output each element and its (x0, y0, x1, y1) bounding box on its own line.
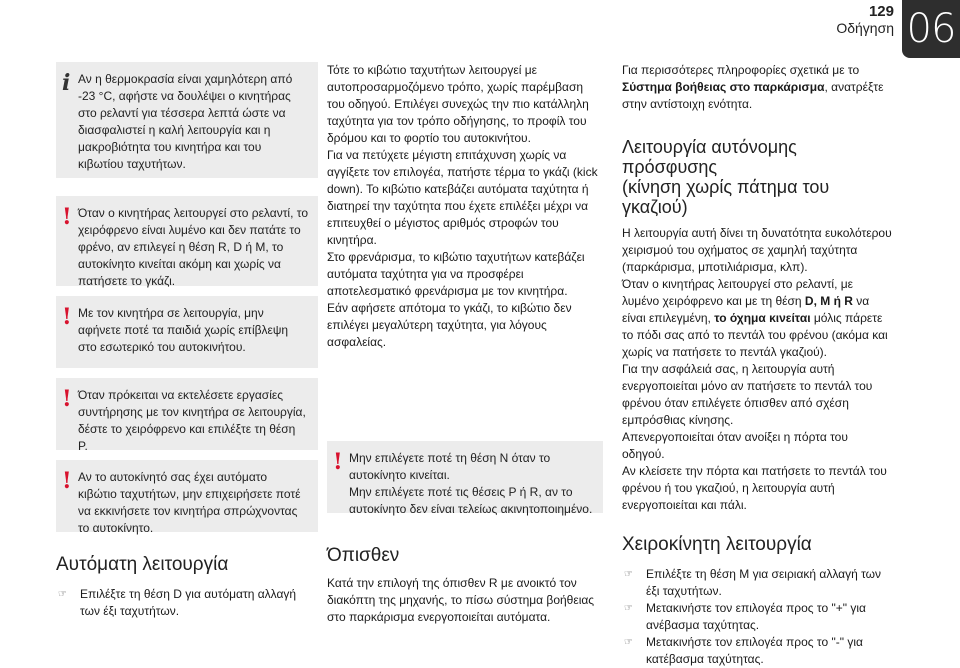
text-bold: Σύστημα βοήθειας στο παρκάρισμα (622, 80, 825, 94)
note-text: Αν η θερμοκρασία είναι χαμηλότερη από -23 °C, αφήστε να δουλέψει ο κινητήρας στο ρελαντί για τέσσερα λεπτά ώστε να διασφαλιστεί η καλή λειτουργία και η μακροβιότητα του κινητήρα και του κιβωτίου ταχυτήτων. (78, 72, 293, 171)
bullet-text: Μετακινήστε τον επιλογέα προς το "-" για κατέβασμα ταχύτητας. (646, 635, 863, 666)
section-heading-creep (622, 137, 892, 217)
warning-note (56, 460, 318, 535)
section-heading-manual: Χειροκίνητη λειτουργία (622, 534, 812, 555)
paragraph (622, 62, 892, 113)
bullet-text: Μετακινήστε τον επιλογέα προς το "+" για ανέβασμα ταχύτητας. (646, 601, 866, 632)
section-heading-reverse: Όπισθεν (327, 545, 400, 566)
text-span: μόλις πάρετε το πόδι σας από το πεντάλ του φρένου (ακόμα και χωρίς να πατήσετε το πεντάλ γκαζιού). (622, 311, 888, 359)
warning-note (56, 378, 318, 453)
warning-note (56, 196, 318, 286)
warning-note (327, 441, 603, 516)
warning-icon: ! (62, 386, 72, 412)
paragraph: Για την ασφάλειά σας, η λειτουργία αυτή ενεργοποιείται μόνο αν πατήσετε το πεντάλ του φρένου όταν επιλέγετε όπισθεν από σχέση εμπρόσθιας κίνησης. (622, 362, 873, 427)
paragraph: Αν κλείσετε την πόρτα και πατήσετε το πεντάλ του φρένου ή του γκαζιού, η λειτουργία αυτή ενεργοποιείται και πάλι. (622, 464, 887, 512)
bullet-text: Επιλέξτε τη θέση D για αυτόματη αλλαγή των έξι ταχυτήτων. (80, 587, 297, 618)
text-span: Όταν ο κινητήρας λειτουργεί στο ρελαντί, με λυμένο χειρόφρενο και με τη θέση (622, 277, 854, 308)
section-heading-automatic: Αυτόματη λειτουργία (56, 554, 229, 575)
paragraph: Η λειτουργία αυτή δίνει τη δυνατότητα ευκολότερου χειρισμού του οχήματος σε χαμηλή ταχύτητα (παρκάρισμα, μποτιλιάρισμα, κλπ). (622, 226, 892, 274)
page-header (836, 4, 894, 36)
text-bold: το όχημα κινείται (714, 311, 811, 325)
paragraph: Απενεργοποιείται όταν ανοίξει η πόρτα του οδηγού. (622, 430, 848, 461)
note-text: Με τον κινητήρα σε λειτουργία, μην αφήνετε ποτέ τα παιδιά χωρίς επίβλεψη στο εσωτερικό του αυτοκινήτου. (78, 306, 289, 354)
paragraph: Εάν αφήσετε απότομα το γκάζι, το κιβώτιο δεν επιλέγει μεγαλύτερη ταχύτητα, για λόγους ασφαλείας. (327, 301, 572, 349)
bullet-item (622, 634, 892, 668)
heading-line: (κίνηση χωρίς πάτημα του γκαζιού) (622, 177, 830, 217)
info-icon: i (62, 70, 71, 96)
heading-line: Λειτουργία αυτόνομης πρόσφυσης (622, 137, 797, 177)
bullet-item (622, 600, 892, 634)
pointing-hand-icon: ☞ (58, 589, 67, 600)
note-text: Αν το αυτοκίνητό σας έχει αυτόματο κιβώτιο ταχυτήτων, μην επιχειρήσετε ποτέ να εκκινήσετε τον κινητήρα σπρώχνοντας το αυτοκίνητο. (78, 470, 301, 535)
note-text: Όταν πρόκειται να εκτελέσετε εργασίες συντήρησης με τον κινητήρα σε λειτουργία, δέστε το χειρόφρενο και επιλέξτε τη θέση P. (78, 388, 306, 453)
info-note (56, 62, 318, 178)
warning-note (56, 296, 318, 368)
note-text: Όταν ο κινητήρας λειτουργεί στο ρελαντί, το χειρόφρενο είναι λυμένο και δεν πατάτε το φρένο, αν επιλεγεί η θέση R, D ή M, το αυτοκίνητο κινείται ακόμη και χωρίς να πατήσετε το γκάζι. (78, 206, 309, 288)
section-name: Οδήγηση (836, 20, 894, 36)
bullet-item (622, 566, 892, 600)
pointing-hand-icon: ☞ (624, 637, 633, 648)
text-span: Για περισσότερες πληροφορίες σχετικά με το (622, 63, 860, 77)
page-number: 129 (868, 3, 894, 20)
text-span: να είναι επιλεγμένη, (622, 294, 870, 325)
paragraph: Για να πετύχετε μέγιστη επιτάχυνση χωρίς να αγγίξετε τον επιλογέα, πατήστε τέρμα το γκάζι (kick down). Το κιβώτιο κατεβάζει αυτόματα ταχύτητα ή διατηρεί την ταχύτητα που έχετε επιλέξει μέχρι να επιτευχθεί ο μέγιστος αριθμός στροφών του κινητήρα. (327, 148, 598, 247)
warning-icon: ! (62, 304, 72, 330)
bullet-text: Επιλέξτε τη θέση M για σειριακή αλλαγή των έξι ταχυτήτων. (646, 567, 882, 598)
paragraph: Στο φρενάρισμα, το κιβώτιο ταχυτήτων κατεβάζει αυτόματα ταχύτητα για να προσφέρει αποτελεσματικό φρενάρισμα με τον κινητήρα. (327, 250, 585, 298)
text-bold: D, M ή R (804, 294, 853, 308)
column-middle (327, 62, 603, 626)
pointing-hand-icon: ☞ (624, 603, 633, 614)
paragraph: Τότε το κιβώτιο ταχυτήτων λειτουργεί με αυτοπροσαρμοζόμενο τρόπο, χωρίς παρέμβαση του οδηγού. Επιλέγει συνεχώς την πιο κατάλληλη ταχύτητα για τον τρόπο οδήγησης, το προφίλ του δρόμου και το φορτίο του αυτοκινήτου. (327, 63, 589, 145)
text-span: , ανατρέξτε στην αντίστοιχη ενότητα. (622, 80, 884, 111)
warning-icon: ! (62, 204, 72, 230)
warning-icon: ! (62, 468, 72, 494)
paragraph (622, 276, 892, 361)
column-right (622, 62, 892, 668)
note-text: Μην επιλέγετε ποτέ τη θέση N όταν το αυτοκίνητο κινείται. Μην επιλέγετε ποτέ τις θέσεις P ή R, αν το αυτοκίνητο δεν είναι τελείως ακινητοποιημένο. (349, 451, 593, 516)
warning-icon: ! (333, 449, 343, 475)
paragraph: Κατά την επιλογή της όπισθεν R με ανοικτό τον διακόπτη της μηχανής, το πίσω σύστημα βοήθειας στο παρκάρισμα ενεργοποιείται αυτόματα. (327, 576, 595, 624)
column-left (56, 62, 318, 620)
bullet-item (56, 586, 318, 620)
chapter-tab: 06 (902, 0, 960, 58)
pointing-hand-icon: ☞ (624, 569, 633, 580)
